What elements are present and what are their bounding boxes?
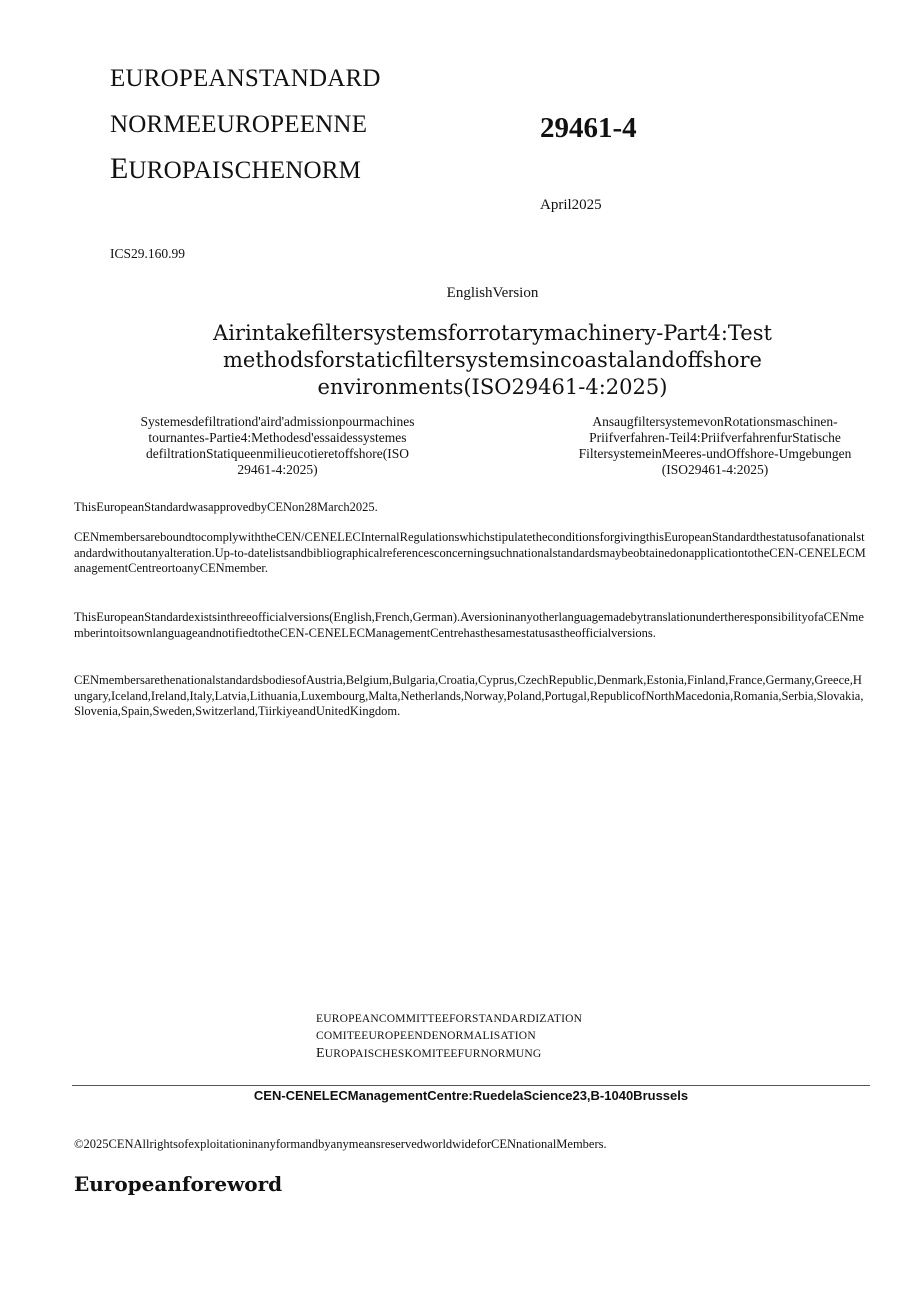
english-title-line: Airintakefiltersystemsforrotarymachinery-Part4:Test bbox=[213, 321, 772, 345]
publication-date: April2025 bbox=[540, 197, 602, 213]
english-title bbox=[150, 320, 835, 401]
committee-german-initial: E bbox=[316, 1046, 325, 1061]
document-number: 29461-4 bbox=[540, 112, 637, 144]
english-title-line: methodsforstaticfiltersystemsincoastalandoffshore bbox=[223, 348, 762, 372]
header-line-norme-europeenne: NORMEEUROPEENNE bbox=[110, 111, 368, 138]
committee-german-rest: UROPAISCHESKOMITEEFURNORMUNG bbox=[324, 1048, 542, 1060]
french-title-line: defiltrationStatiqueenmilieucotieretoffshore(ISO bbox=[146, 446, 409, 461]
committee-name-french: COMITEEUROPEENDENORMALISATION bbox=[316, 1030, 536, 1042]
committee-name-german bbox=[316, 1045, 582, 1063]
committee-block bbox=[316, 1011, 582, 1063]
french-title-line: Systemesdefiltrationd'aird'admissionpourmachines bbox=[140, 414, 415, 429]
header-line3-initial: E bbox=[110, 152, 129, 185]
version-label: EnglishVersion bbox=[446, 285, 539, 301]
german-title-line: AnsaugfiltersystemevonRotationsmaschinen- bbox=[592, 414, 838, 429]
membership-obligations-paragraph: CENmembersareboundtocomplywiththeCEN/CENELECInternalRegulationswhichstipulatetheconditionsforgivingthisEuropeanStandardthestatusofanationalstandardwithoutanyalteration.Up-to-datelistsandbibliographicalreferencesconcerningsuchnationalstandardsmaybeobtainedonapplicationtotheCEN-CENELECManagementCentreortoanyCENmember. bbox=[74, 530, 866, 575]
copyright-notice: ©2025CENAllrightsofexploitationinanyformandbyanymeansreservedworldwideforCENnationalMembers. bbox=[74, 1137, 607, 1151]
header-line-european-standard: EUROPEANSTANDARD bbox=[110, 65, 381, 92]
french-title bbox=[100, 414, 455, 478]
approval-paragraph: ThisEuropeanStandardwasapprovedbyCENon28March2025. bbox=[74, 500, 378, 514]
footer-divider bbox=[72, 1085, 870, 1086]
header-line3-rest: UROPAISCHENORM bbox=[128, 157, 362, 184]
german-title-line: (ISO29461-4:2025) bbox=[661, 462, 769, 477]
european-foreword-heading: Europeanforeword bbox=[74, 1172, 283, 1196]
cen-members-paragraph: CENmembersarethenationalstandardsbodiesofAustria,Belgium,Bulgaria,Croatia,Cyprus,CzechRepublic,Denmark,Estonia,Finland,France,Germany,Greece,Hungary,Iceland,Ireland,Italy,Latvia,Lithuania,Luxembourg,Malta,Netherlands,Norway,Poland,Portugal,RepublicofNorthMacedonia,Romania,Serbia,Slovakia,Slovenia,Spain,Sweden,Switzerland,TiirkiyeandUnitedKingdom. bbox=[74, 673, 864, 718]
french-title-line: 29461-4:2025) bbox=[237, 462, 318, 477]
german-title-line: FiltersystemeinMeeres-undOffshore-Umgebungen bbox=[578, 446, 852, 461]
english-title-line: environments(ISO29461-4:2025) bbox=[317, 375, 668, 399]
german-title bbox=[555, 414, 875, 478]
committee-name-english: EUROPEANCOMMITTEEFORSTANDARDIZATION bbox=[316, 1013, 583, 1025]
management-centre-address: CEN-CENELECManagementCentre:RuedelaScience23,B-1040Brussels bbox=[253, 1088, 689, 1103]
french-title-line: tournantes-Partie4:Methodesd'essaidessystemes bbox=[148, 430, 407, 445]
header-line-europaische-norm bbox=[110, 152, 361, 186]
official-versions-paragraph: ThisEuropeanStandardexistsinthreeofficialversions(English,French,German).AversioninanyotherlanguagemadebytranslationundertheresponsibilityofaCENmemberintoitsownlanguageandnotifiedtotheCEN-CENELECManagementCentrehasthesamestatusastheofficialversions. bbox=[74, 610, 864, 640]
german-title-line: Priifverfahren-Teil4:PriifverfahrenfurStatische bbox=[589, 430, 841, 445]
ics-code: ICS29.160.99 bbox=[110, 246, 186, 261]
